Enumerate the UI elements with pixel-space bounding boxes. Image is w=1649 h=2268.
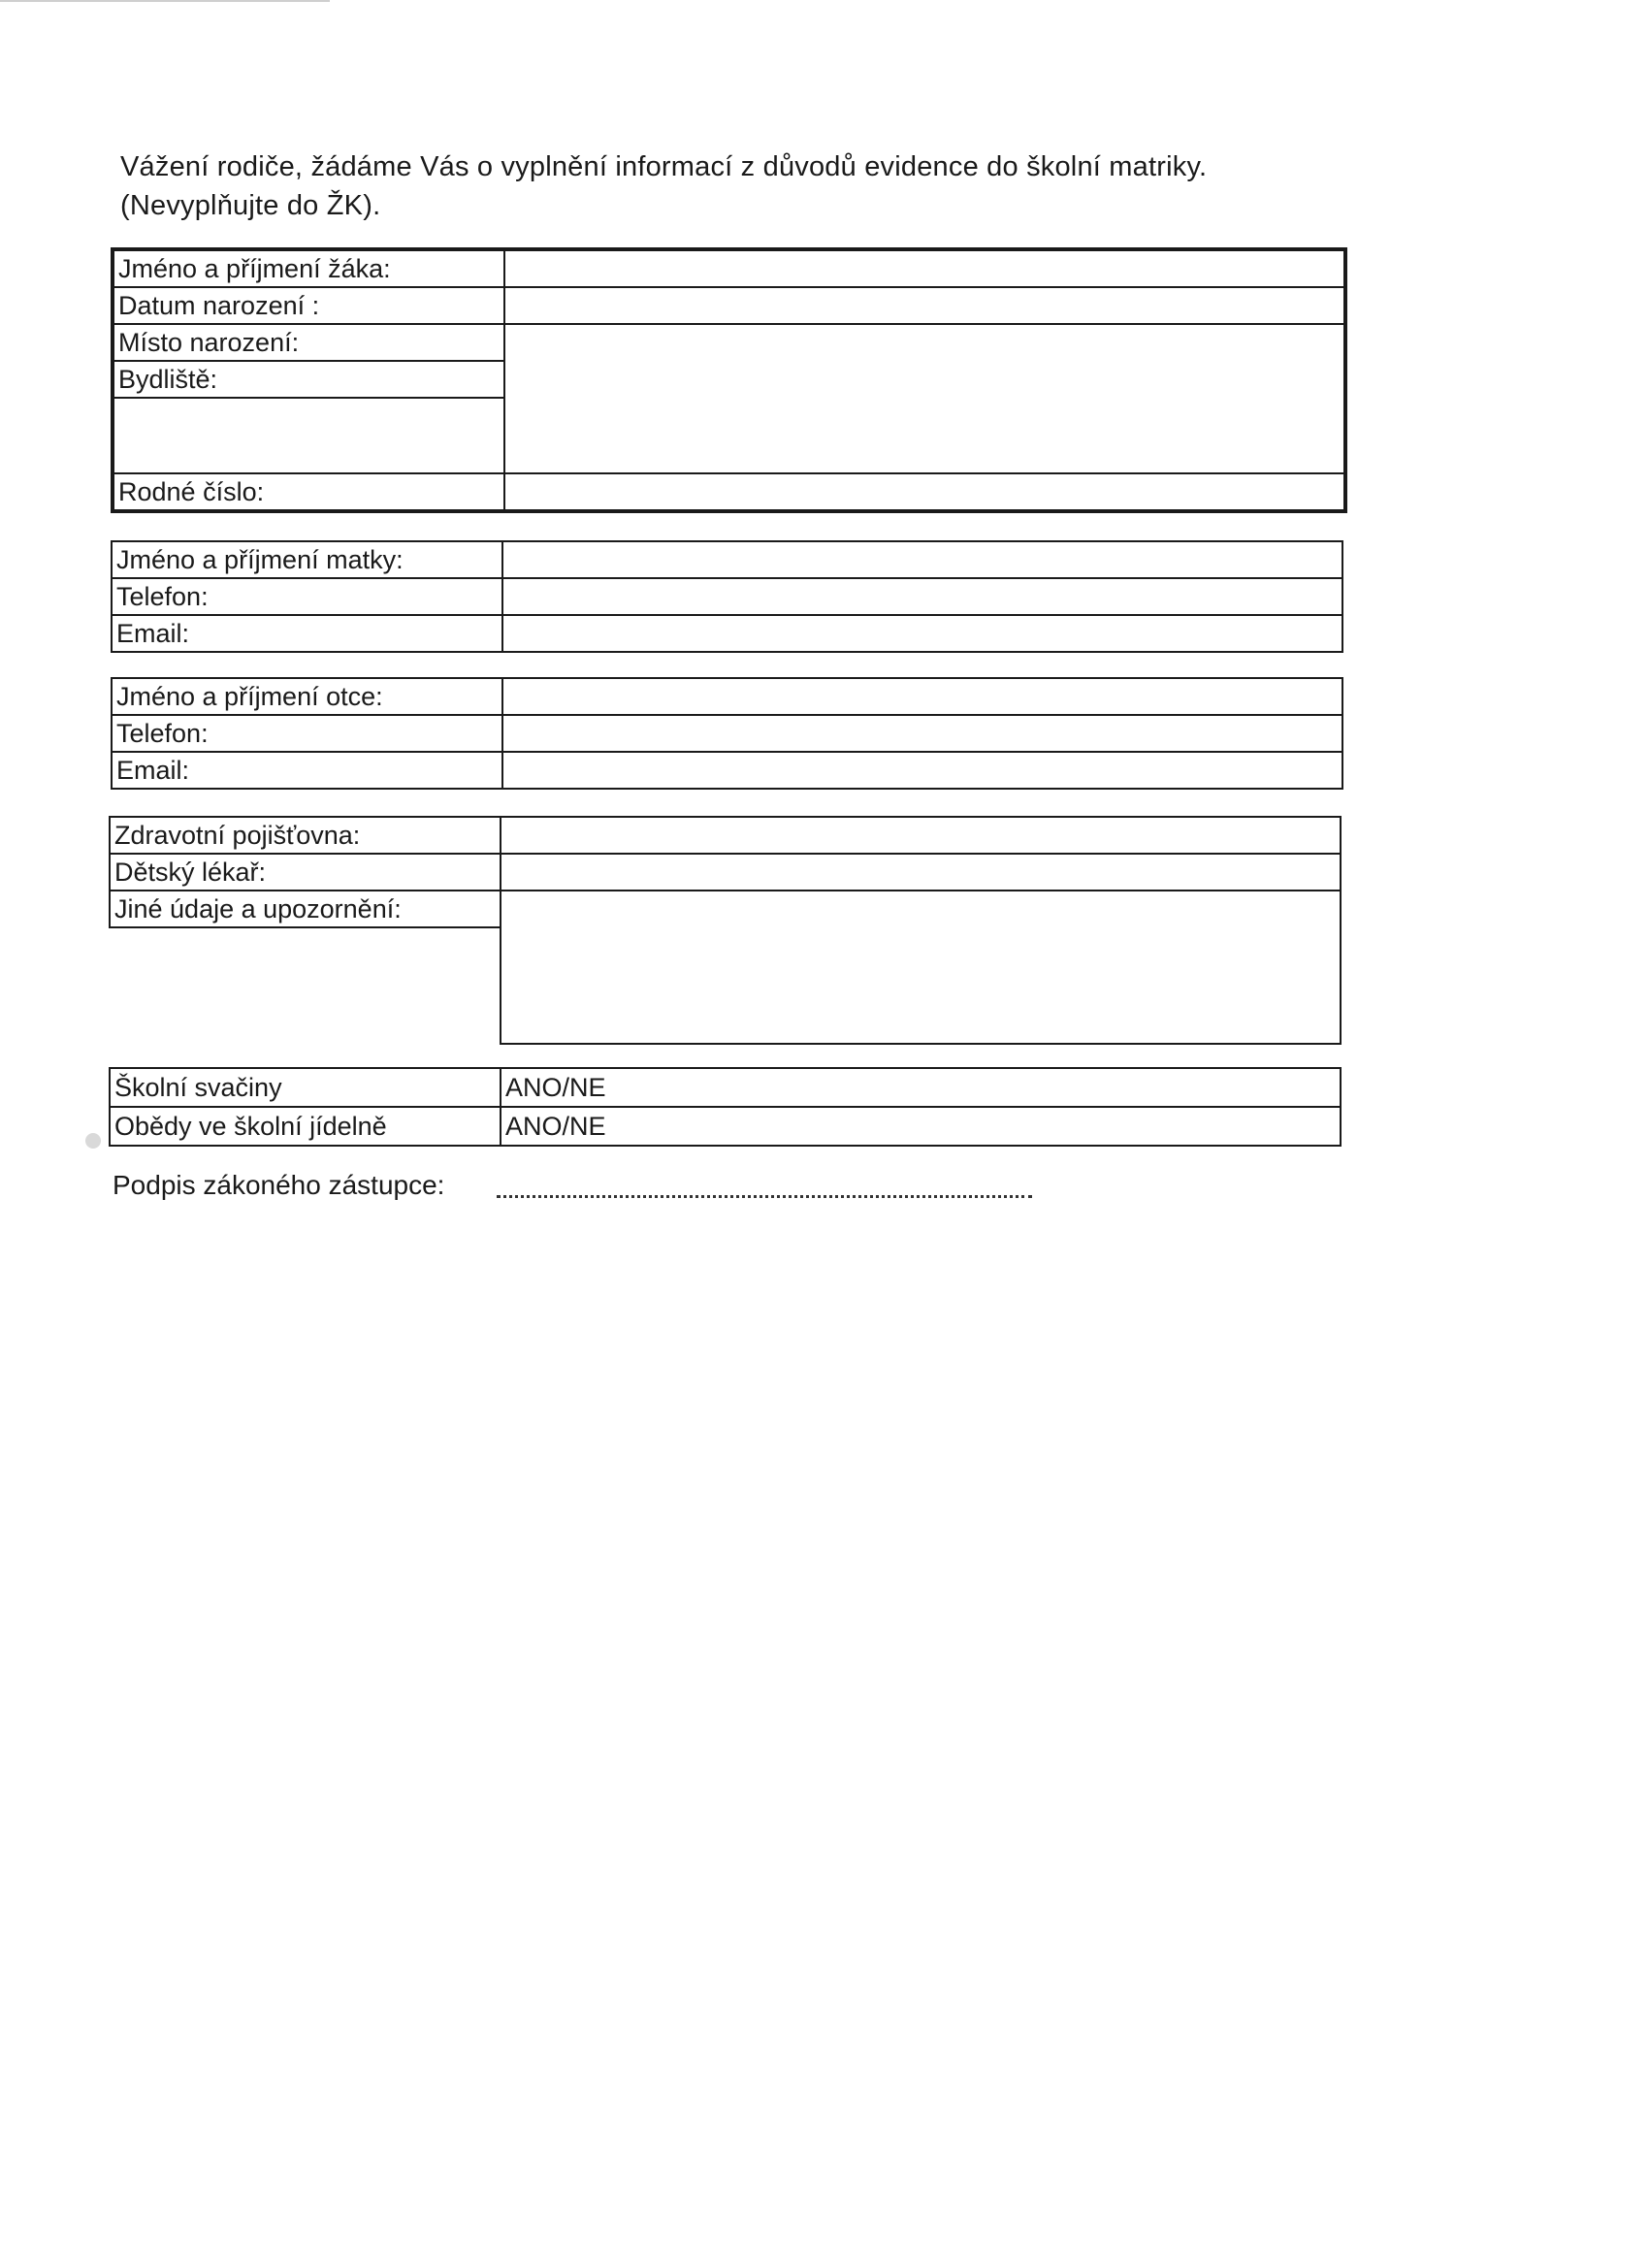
father-name-label: Jméno a příjmení otce:	[112, 678, 502, 715]
snacks-label: Školní svačiny	[110, 1068, 501, 1107]
doctor-field[interactable]	[501, 854, 1341, 891]
father-phone-field[interactable]	[502, 715, 1342, 752]
scan-edge-line	[0, 0, 330, 2]
student-table	[113, 249, 1345, 511]
mother-phone-field[interactable]	[502, 578, 1342, 615]
doctor-label: Dětský lékař:	[110, 854, 501, 891]
student-id-label: Rodné číslo:	[113, 473, 504, 510]
mother-email-label: Email:	[112, 615, 502, 652]
student-name-label: Jméno a příjmení žáka:	[113, 250, 504, 287]
intro-text	[120, 147, 1284, 225]
intro-line-2: (Nevyplňujte do ŽK).	[120, 190, 381, 221]
student-birthplace-label: Místo narození:	[113, 324, 504, 361]
notes-label: Jiné údaje a upozornění:	[110, 891, 501, 927]
lunch-value[interactable]: ANO/NE	[501, 1107, 1341, 1146]
notes-field[interactable]	[501, 891, 1341, 1044]
student-id-field[interactable]	[504, 473, 1344, 510]
student-residence-field[interactable]	[504, 324, 1344, 473]
father-email-label: Email:	[112, 752, 502, 789]
signature-label: Podpis zákoného zástupce:	[113, 1170, 445, 1200]
signature-dotted-line[interactable]	[497, 1182, 1032, 1198]
insurance-field[interactable]	[501, 817, 1341, 854]
scan-blemish	[85, 1133, 101, 1149]
student-residence-label: Bydliště:	[113, 361, 504, 398]
student-birthdate-field[interactable]	[504, 287, 1344, 324]
mother-name-field[interactable]	[502, 541, 1342, 578]
mother-phone-label: Telefon:	[112, 578, 502, 615]
student-birthdate-label: Datum narození :	[113, 287, 504, 324]
intro-line-1: Vážení rodiče, žádáme Vás o vyplnění informací z důvodů evidence do školní matriky.	[120, 151, 1208, 182]
health-table	[109, 816, 1342, 1045]
father-phone-label: Telefon:	[112, 715, 502, 752]
student-residence-extra	[113, 398, 504, 473]
student-name-field[interactable]	[504, 250, 1344, 287]
father-table	[111, 677, 1343, 790]
lunch-label: Obědy ve školní jídelně	[110, 1107, 501, 1146]
snacks-value[interactable]: ANO/NE	[501, 1068, 1341, 1107]
mother-table	[111, 540, 1343, 653]
father-email-field[interactable]	[502, 752, 1342, 789]
notes-label-spacer	[110, 927, 501, 1044]
meals-table	[109, 1067, 1342, 1147]
father-name-field[interactable]	[502, 678, 1342, 715]
mother-email-field[interactable]	[502, 615, 1342, 652]
insurance-label: Zdravotní pojišťovna:	[110, 817, 501, 854]
mother-name-label: Jméno a příjmení matky:	[112, 541, 502, 578]
